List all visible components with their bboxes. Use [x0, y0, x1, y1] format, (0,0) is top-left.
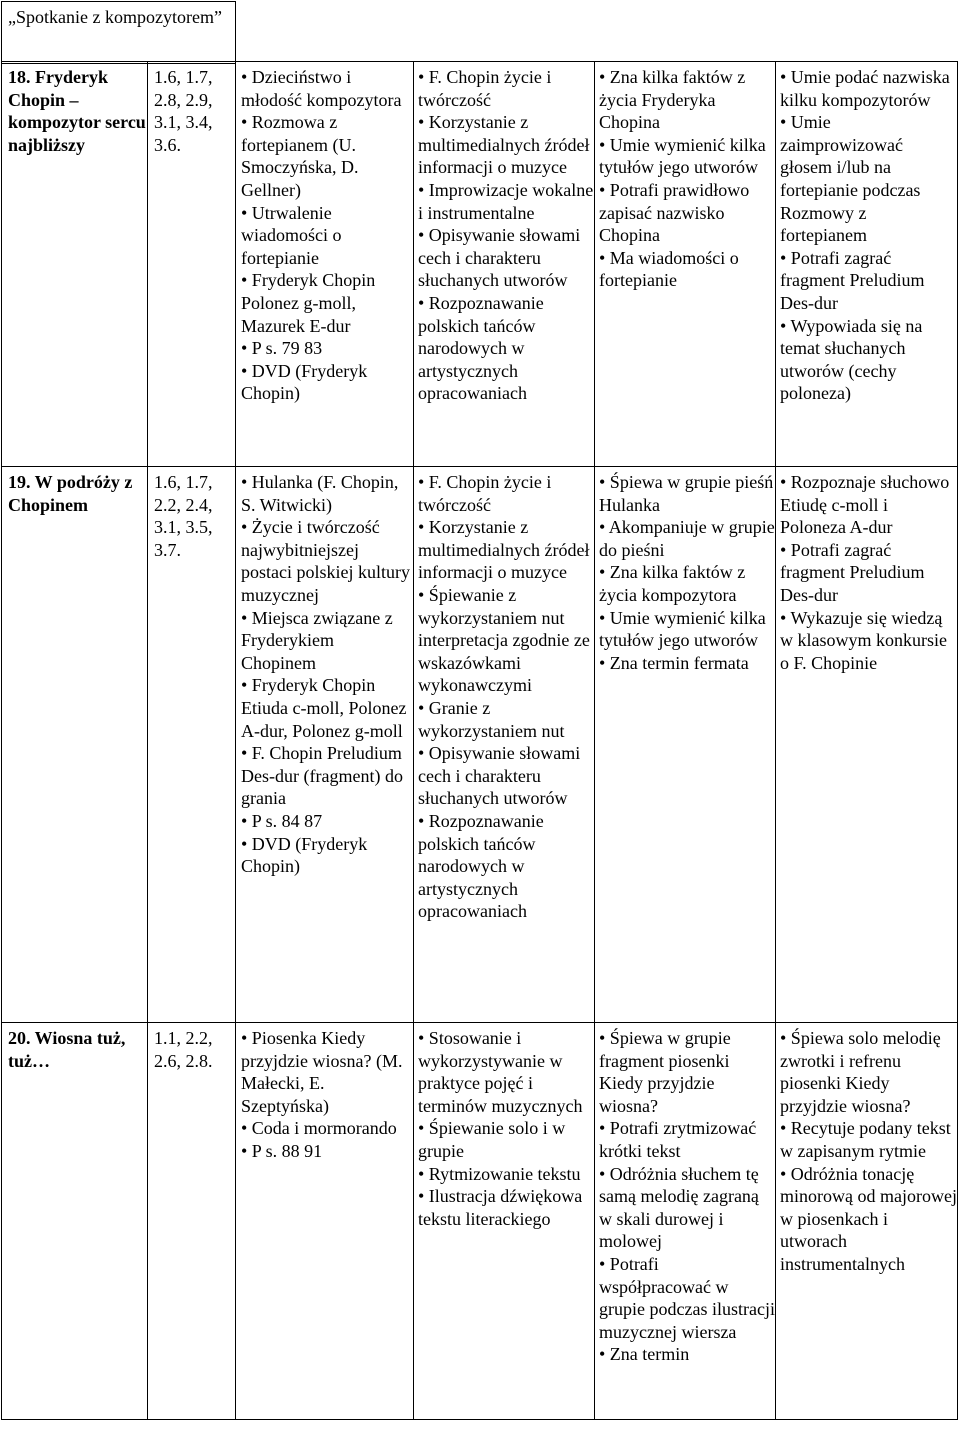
list-item: • Improwizacje wokalne i instrumentalne	[418, 179, 594, 223]
content-cell	[236, 1023, 414, 1420]
list-item: • Śpiewa w grupie pieśń Hulanka	[599, 472, 774, 515]
list-item: • Śpiewa w grupie fragment piosenki Kiedy przyjdzie wiosna?	[599, 1028, 731, 1116]
list-item: • Fryderyk Chopin Etiuda c-moll, Polonez A-dur, Polonez g-moll	[241, 675, 407, 741]
list-item: • Odróżnia tonację minorową od majorowej w piosenkach i utworach instrumentalnych	[780, 1163, 957, 1274]
list-item: • Życie i twórczość najwybitniejszej postaci polskiej kultury muzycznej	[241, 517, 410, 605]
list-item: • Korzystanie z multimedialnych źródeł informacji o muzyce	[418, 517, 590, 583]
list-item: • F. Chopin życie i twórczość	[418, 472, 552, 515]
list-item: • Rozpoznaje słuchowo Etiudę c-moll i Poloneza A-dur	[780, 472, 950, 538]
extended-requirements-cell	[776, 467, 958, 1023]
list-item: • Dzieciństwo i młodość kompozytora	[241, 67, 402, 110]
header-cell	[2, 2, 236, 64]
content-cell	[236, 467, 414, 1023]
curriculum-codes: 1.1, 2.2, 2.6, 2.8.	[154, 1028, 213, 1071]
list-item: • Coda i mormorando	[241, 1118, 397, 1139]
list-item: • Rytmizowanie tekstu	[418, 1163, 581, 1184]
topic-cell	[2, 1023, 148, 1420]
list-item: • Zna termin fermata	[599, 652, 749, 673]
content-cell	[236, 62, 414, 467]
lesson-topic: 18. Fryderyk Chopin – kompozytor sercu najbliższy	[8, 67, 146, 155]
list-item: • Zna kilka faktów z życia Fryderyka Chopina	[599, 67, 746, 133]
basic-requirements-cell	[595, 1023, 776, 1420]
list-item: • P s. 88 91	[241, 1140, 323, 1161]
list-item: • Stosowanie i wykorzystywanie w praktyce pojęć i terminów muzycznych	[418, 1028, 583, 1116]
topic-cell	[2, 467, 148, 1023]
lesson-rows-table	[1, 61, 958, 1420]
list-item: • Śpiewanie z wykorzystaniem nut interpretacja zgodnie ze wskazówkami wykonawczymi	[418, 584, 590, 696]
list-item: • Rozpoznawanie polskich tańców narodowych w artystycznych opracowaniach	[418, 292, 544, 404]
list-item: • Miejsca związane z Fryderykiem Chopinem	[241, 607, 393, 673]
list-item: • DVD (Fryderyk Chopin)	[241, 833, 368, 877]
list-item: • Piosenka Kiedy przyjdzie wiosna? (M. Małecki, E. Szeptyńska)	[241, 1028, 403, 1116]
list-item: • Opisywanie słowami cech i charakteru słuchanych utworów	[418, 225, 581, 291]
basic-requirements-cell	[595, 467, 776, 1023]
list-item: • Umie podać nazwiska kilku kompozytorów	[780, 67, 950, 110]
list-item: • Odróżnia słuchem tę samą melodię zagraną w skali durowej i molowej	[599, 1163, 759, 1252]
table-header-row	[2, 2, 958, 64]
basic-requirements-cell	[595, 62, 776, 467]
lesson-topic: 20. Wiosna tuż, tuż…	[8, 1028, 126, 1071]
activities-cell	[414, 1023, 595, 1420]
codes-cell	[148, 1023, 236, 1420]
list-item: • Umie wymienić kilka tytułów jego utworów	[599, 134, 766, 178]
section-title: „Spotkanie z kompozytorem”	[8, 7, 222, 27]
list-item: • Akompaniuje w grupie do pieśni	[599, 517, 775, 560]
list-item: • Wykazuje się wiedzą w klasowym konkursie o F. Chopinie	[780, 607, 947, 673]
table-row	[2, 1023, 958, 1420]
list-item: • Potrafi zagrać fragment Preludium Des-dur	[780, 539, 925, 605]
list-item: • DVD (Fryderyk Chopin)	[241, 360, 368, 404]
activities-cell	[414, 467, 595, 1023]
list-item: • Potrafi zrytmizować krótki tekst	[599, 1118, 757, 1161]
list-item: • Śpiewa solo melodię zwrotki i refrenu piosenki Kiedy przyjdzie wiosna?	[780, 1028, 941, 1116]
list-item: • Ma wiadomości o fortepianie	[599, 247, 739, 291]
list-item: • Potrafi prawidłowo zapisać nazwisko Chopina	[599, 179, 750, 246]
list-item: • Korzystanie z multimedialnych źródeł informacji o muzyce	[418, 112, 590, 178]
list-item: • Opisywanie słowami cech i charakteru słuchanych utworów	[418, 743, 581, 809]
table-row	[2, 62, 958, 467]
curriculum-codes: 1.6, 1.7, 2.2, 2.4, 3.1, 3.5, 3.7.	[154, 472, 213, 560]
extended-requirements-cell	[776, 1023, 958, 1420]
list-item: • Rozmowa z fortepianem (U. Smoczyńska, D. Gellner)	[241, 112, 359, 200]
list-item: • Fryderyk Chopin Polonez g-moll, Mazurek E-dur	[241, 270, 376, 336]
list-item: • Umie zaimprowizować głosem i/lub na fortepianie podczas Rozmowy z fortepianem	[780, 112, 921, 246]
lesson-topic: 19. W podróży z Chopinem	[8, 472, 133, 515]
extended-requirements-cell	[776, 62, 958, 467]
activities-cell	[414, 62, 595, 467]
list-item: • Utrwalenie wiadomości o fortepianie	[241, 202, 342, 268]
list-item: • Granie z wykorzystaniem nut	[418, 697, 565, 741]
codes-cell	[148, 467, 236, 1023]
list-item: • F. Chopin Preludium Des-dur (fragment) do grania	[241, 743, 403, 809]
list-item: • Zna kilka faktów z życia kompozytora	[599, 562, 746, 605]
list-item: • P s. 79 83	[241, 338, 323, 359]
list-item: • Potrafi zagrać fragment Preludium Des-dur	[780, 247, 925, 313]
list-item: • Recytuje podany tekst w zapisanym rytmie	[780, 1118, 951, 1161]
list-item: • F. Chopin życie i twórczość	[418, 67, 552, 110]
list-item: • Śpiewanie solo i w grupie	[418, 1118, 566, 1161]
curriculum-codes: 1.6, 1.7, 2.8, 2.9, 3.1, 3.4, 3.6.	[154, 67, 213, 155]
table-row	[2, 467, 958, 1023]
topic-cell	[2, 62, 148, 467]
lesson-plan-table	[1, 1, 958, 64]
list-item: • Zna termin	[599, 1344, 690, 1365]
codes-cell	[148, 62, 236, 467]
list-item: • Potrafi współpracować w grupie podczas ilustracji muzycznej wiersza	[599, 1253, 775, 1342]
list-item: • P s. 84 87	[241, 810, 323, 831]
list-item: • Wypowiada się na temat słuchanych utworów (cechy poloneza)	[780, 315, 923, 404]
list-item: • Rozpoznawanie polskich tańców narodowych w artystycznych opracowaniach	[418, 810, 544, 922]
list-item: • Umie wymienić kilka tytułów jego utworów	[599, 607, 766, 651]
list-item: • Ilustracja dźwiękowa tekstu literackiego	[418, 1186, 583, 1229]
list-item: • Hulanka (F. Chopin, S. Witwicki)	[241, 472, 399, 515]
